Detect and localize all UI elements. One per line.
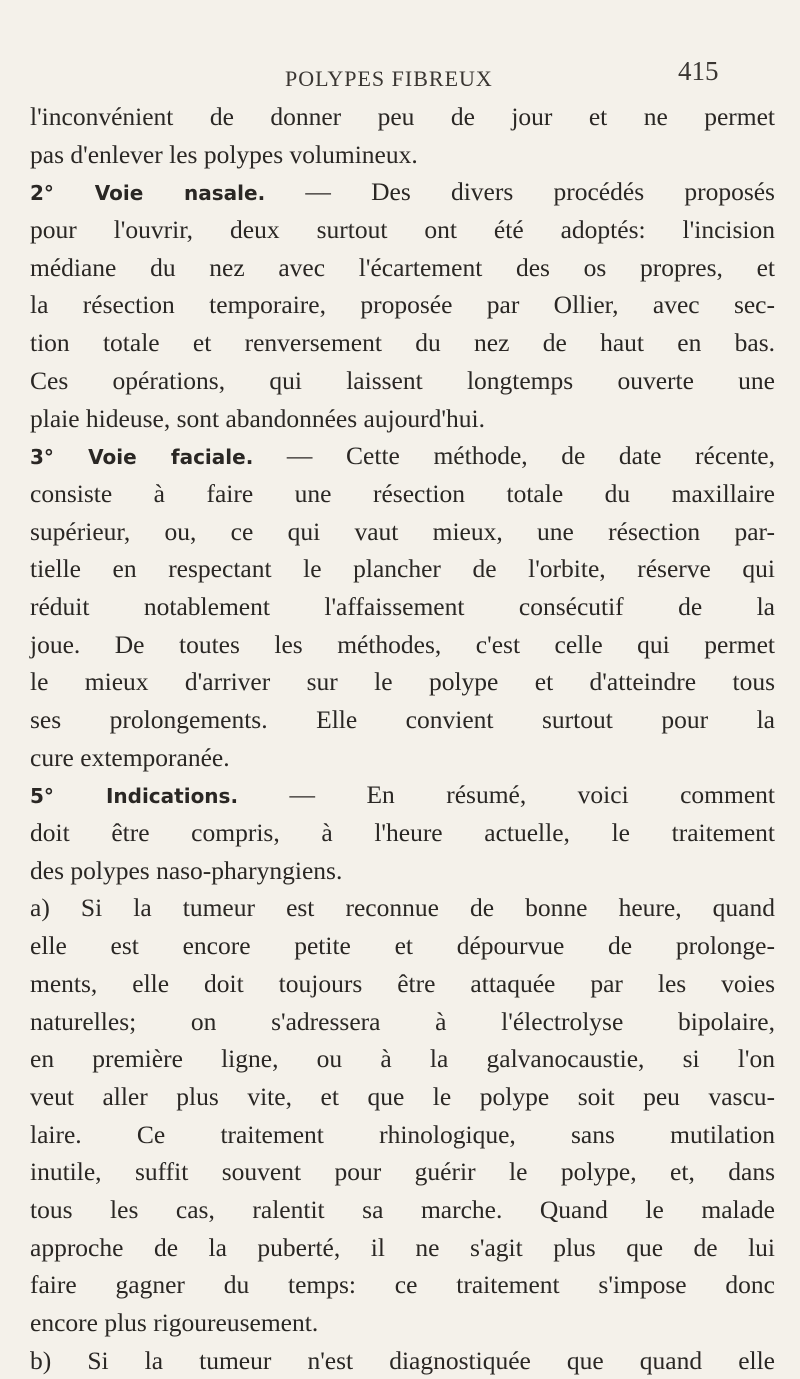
text-line <box>30 776 775 814</box>
line-text: la résection temporaire, proposée par Ollier, avec sec- <box>30 290 775 320</box>
text-line <box>30 1342 775 1379</box>
line-text: Ces opérations, qui laissent longtemps ouverte une <box>30 365 775 395</box>
text-line <box>30 98 775 136</box>
line-text: tous les cas, ralentit sa marche. Quand le malade <box>30 1194 775 1224</box>
text-line <box>30 889 775 927</box>
line-text: inutile, suffit souvent pour guérir le polype, et, dans <box>30 1157 775 1187</box>
line-text: des polypes naso-pharyngiens. <box>30 855 343 885</box>
text-line <box>30 513 775 551</box>
text-line <box>30 211 775 249</box>
text-line <box>30 437 775 475</box>
page-header <box>0 58 800 98</box>
text-line <box>30 286 775 324</box>
line-text: réduit notablement l'affaissement consécutif de la <box>30 591 775 621</box>
section-heading: 3° Voie faciale. <box>30 445 254 470</box>
line-text: approche de la puberté, il ne s'agit plus que de lui <box>30 1232 775 1262</box>
text-line <box>30 1304 775 1342</box>
line-text: — Cette méthode, de date récente, <box>253 441 775 471</box>
text-line <box>30 965 775 1003</box>
text-line <box>30 739 775 777</box>
line-text: elle est encore petite et dépourvue de prolonge- <box>30 931 775 961</box>
body-text <box>30 98 775 1379</box>
line-text: doit être compris, à l'heure actuelle, le traitement <box>30 818 775 848</box>
text-line <box>30 852 775 890</box>
text-line <box>30 588 775 626</box>
line-text: tielle en respectant le plancher de l'orbite, réserve qui <box>30 554 775 584</box>
section-heading: 5° Indications. <box>30 784 239 809</box>
line-text: faire gagner du temps: ce traitement s'impose donc <box>30 1270 775 1300</box>
text-line <box>30 1040 775 1078</box>
line-text: le mieux d'arriver sur le polype et d'atteindre tous <box>30 667 775 697</box>
text-line <box>30 362 775 400</box>
line-text: pas d'enlever les polypes volumineux. <box>30 139 418 169</box>
line-text: l'inconvénient de donner peu de jour et ne permet <box>30 102 775 131</box>
line-text: supérieur, ou, ce qui vaut mieux, une résection par- <box>30 516 775 546</box>
line-text: a) Si la tumeur est reconnue de bonne heure, quand <box>30 893 775 923</box>
text-line <box>30 400 775 438</box>
line-text: pour l'ouvrir, deux surtout ont été adoptés: l'incision <box>30 215 775 245</box>
line-text: b) Si la tumeur n'est diagnostiquée que quand elle <box>30 1345 775 1375</box>
text-line <box>30 1078 775 1116</box>
line-text: joue. De toutes les méthodes, c'est celle qui permet <box>30 629 775 659</box>
line-text: ses prolongements. Elle convient surtout pour la <box>30 705 775 734</box>
line-text: naturelles; on s'adressera à l'électrolyse bipolaire, <box>30 1006 775 1036</box>
line-text: encore plus rigoureusement. <box>30 1308 319 1337</box>
text-line <box>30 663 775 701</box>
line-text: médiane du nez avec l'écartement des os propres, et <box>30 252 775 282</box>
line-text: ments, elle doit toujours être attaquée par les voies <box>30 968 775 998</box>
text-line <box>30 701 775 739</box>
text-line <box>30 1191 775 1229</box>
page-number: 415 <box>678 56 719 86</box>
text-line <box>30 136 775 174</box>
line-text: — Des divers procédés proposés <box>265 177 775 207</box>
text-line <box>30 1229 775 1267</box>
text-line <box>30 814 775 852</box>
line-text: en première ligne, ou à la galvanocaustie, si l'on <box>30 1044 775 1074</box>
line-text: laire. Ce traitement rhinologique, sans mutilation <box>30 1119 775 1149</box>
text-line <box>30 550 775 588</box>
text-line <box>30 1266 775 1304</box>
line-text: tion totale et renversement du nez de haut en bas. <box>30 328 775 358</box>
line-text: — En résumé, voici comment <box>238 780 776 810</box>
text-line <box>30 249 775 287</box>
line-text: plaie hideuse, sont abandonnées aujourd'hui. <box>30 403 485 433</box>
line-text: veut aller plus vite, et que le polype soit peu vascu- <box>30 1081 775 1111</box>
text-line <box>30 475 775 513</box>
text-line <box>30 173 775 211</box>
text-line <box>30 324 775 362</box>
text-line <box>30 1116 775 1154</box>
line-text: consiste à faire une résection totale du maxillaire <box>30 478 775 508</box>
text-line <box>30 1153 775 1191</box>
line-text: cure extemporanée. <box>30 742 230 772</box>
running-title: POLYPES FIBREUX <box>285 66 493 91</box>
text-line <box>30 927 775 965</box>
text-line <box>30 1003 775 1041</box>
section-heading: 2° Voie nasale. <box>30 181 266 206</box>
text-line <box>30 626 775 664</box>
